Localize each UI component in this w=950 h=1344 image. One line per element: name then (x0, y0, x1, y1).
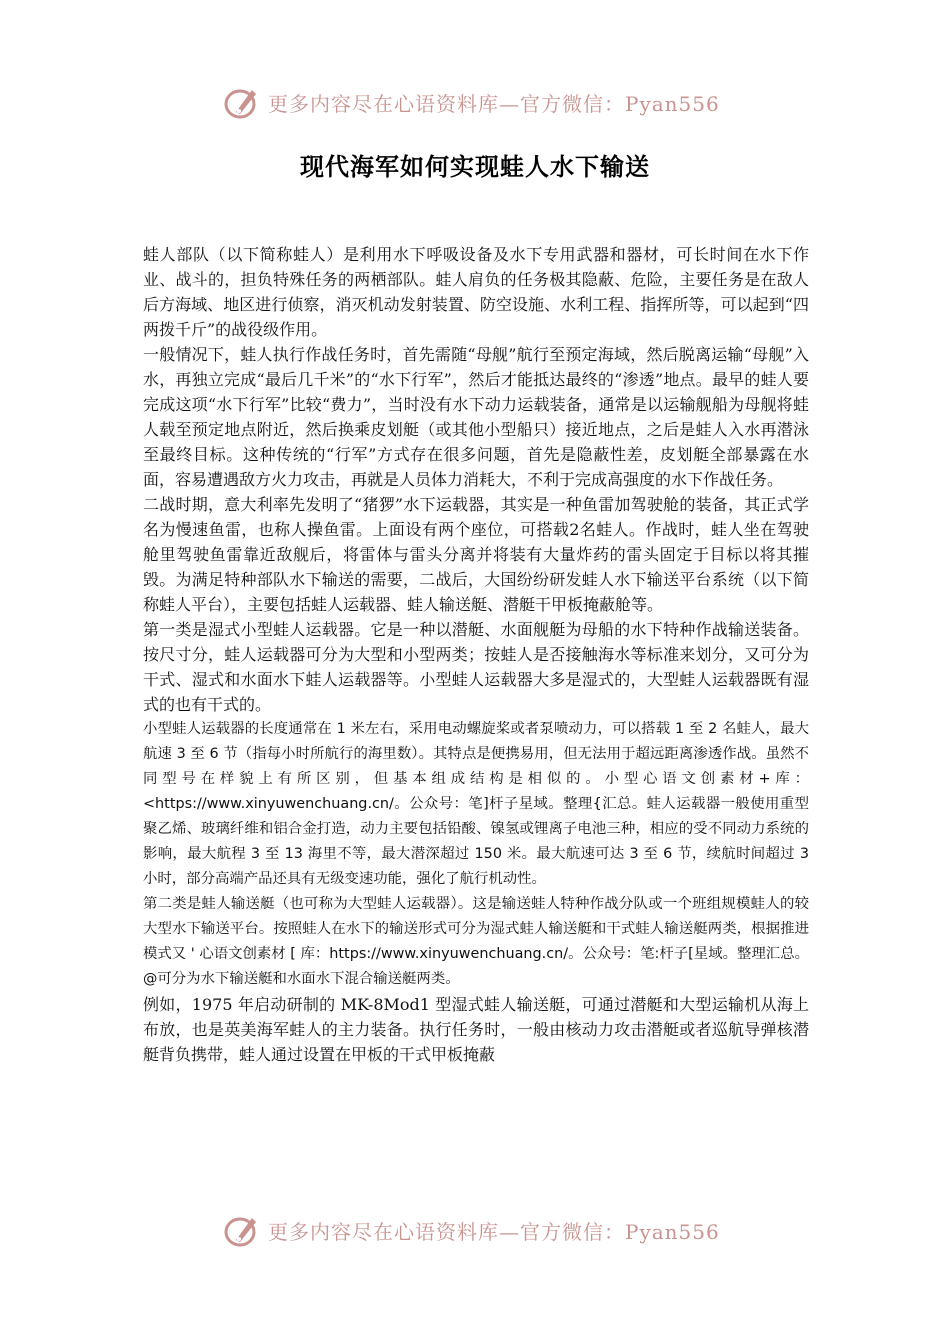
footer-banner (0, 1210, 950, 1250)
banner-text: 更多内容尽在心语资料库—官方微信：Pyan556 (268, 92, 720, 116)
paragraph-5: 小型蛙人运载器的长度通常在 1 米左右，采用电动螺旋桨或者泵喷动力，可以搭载 1 至 2 名蛙人，最大航速 3 至 6 节（指每小时所航行的海里数）。其特点是便携易用，但无法用于超远距离渗透作战。虽然不同型号在样貌上有所区别，但基本组成结构是相似的。小型心语文创素材+库：<https://www.xinyuwenchuang.cn/。公众号：笔]杆子星域。整理{汇总。蛙人运载器一般使用重型聚乙烯、玻璃纤维和铝合金打造，动力主要包括铅酸、镍氢或锂离子电池三种，相应的受不同动力系统的影响，最大航程 3 至 13 海里不等，最大潜深超过 150 米。最大航速可达 3 至 6 节，续航时间超过 3 小时，部分高端产品还具有无级变速功能，强化了航行机动性。 (143, 721, 809, 887)
paragraph-2: 一般情况下，蛙人执行作战任务时，首先需随“母舰”航行至预定海域，然后脱离运输“母舰”入水，再独立完成“最后几千米”的“水下行军”，然后才能抵达最终的“渗透”地点。最早的蛙人要完成这项“水下行军”比较“费力”，当时没有水下动力运载装备，通常是以运输舰船为母舰将蛙人载至预定地点附近，然后换乘皮划艇（或其他小型船只）接近地点，之后是蛙人入水再潜泳至最终目标。这种传统的“行军”方式存在很多问题，首先是隐蔽性差，皮划艇全部暴露在水面，容易遭遇敌方火力攻击，再就是人员体力消耗大，不利于完成高强度的水下作战任务。 (143, 345, 809, 489)
pen-nib-logo-icon (222, 82, 264, 122)
pen-nib-logo-icon (222, 1210, 264, 1250)
article-body (143, 242, 809, 1067)
paragraph-7: 例如，1975 年启动研制的 MK-8Mod1 型湿式蛙人输送艇，可通过潜艇和大型运输机从海上布放，也是英美海军蛙人的主力装备。执行任务时，一般由核动力攻击潜艇或者巡航导弹核潜艇背负携带，蛙人通过设置在甲板的干式甲板掩蔽 (143, 995, 809, 1064)
paragraph-4: 第一类是湿式小型蛙人运载器。它是一种以潜艇、水面舰艇为母船的水下特种作战输送装备。按尺寸分，蛙人运载器可分为大型和小型两类；按蛙人是否接触海水等标准来划分，又可分为干式、湿式和水面水下蛙人运载器等。小型蛙人运载器大多是湿式的，大型蛙人运载器既有湿式的也有干式的。 (143, 620, 809, 714)
paragraph-1: 蛙人部队（以下简称蛙人）是利用水下呼吸设备及水下专用武器和器材，可长时间在水下作业、战斗的，担负特殊任务的两栖部队。蛙人肩负的任务极其隐蔽、危险，主要任务是在敌人后方海域、地区进行侦察，消灭机动发射装置、防空设施、水利工程、指挥所等，可以起到“四两拨千斤”的战役级作用。 (143, 245, 809, 339)
header-banner (0, 82, 950, 122)
paragraph-3: 二战时期，意大利率先发明了“猪猡”水下运载器，其实是一种鱼雷加驾驶舱的装备，其正式学名为慢速鱼雷，也称人操鱼雷。上面设有两个座位，可搭载2名蛙人。作战时，蛙人坐在驾驶舱里驾驶鱼雷靠近敌舰后，将雷体与雷头分离并将装有大量炸药的雷头固定于目标以将其摧毁。为满足特种部队水下输送的需要，二战后，大国纷纷研发蛙人水下输送平台系统（以下简称蛙人平台），主要包括蛙人运载器、蛙人输送艇、潜艇干甲板掩蔽舱等。 (143, 495, 809, 614)
paragraph-6: 第二类是蛙人输送艇（也可称为大型蛙人运载器）。这是输送蛙人特种作战分队或一个班组规模蛙人的较大型水下输送平台。按照蛙人在水下的输送形式可分为湿式蛙人输送艇和干式蛙人输送艇两类，根据推进模式又 ' 心语文创素材 [ 库：https://www.xinyuwenchuang.cn/。公众号：笔:杆子[星域。整理汇总。@可分为水下输送艇和水面水下混合输送艇两类。 (143, 896, 809, 987)
document-title: 现代海军如何实现蛙人水下输送 (300, 153, 650, 181)
banner-text: 更多内容尽在心语资料库—官方微信：Pyan556 (268, 1220, 720, 1244)
